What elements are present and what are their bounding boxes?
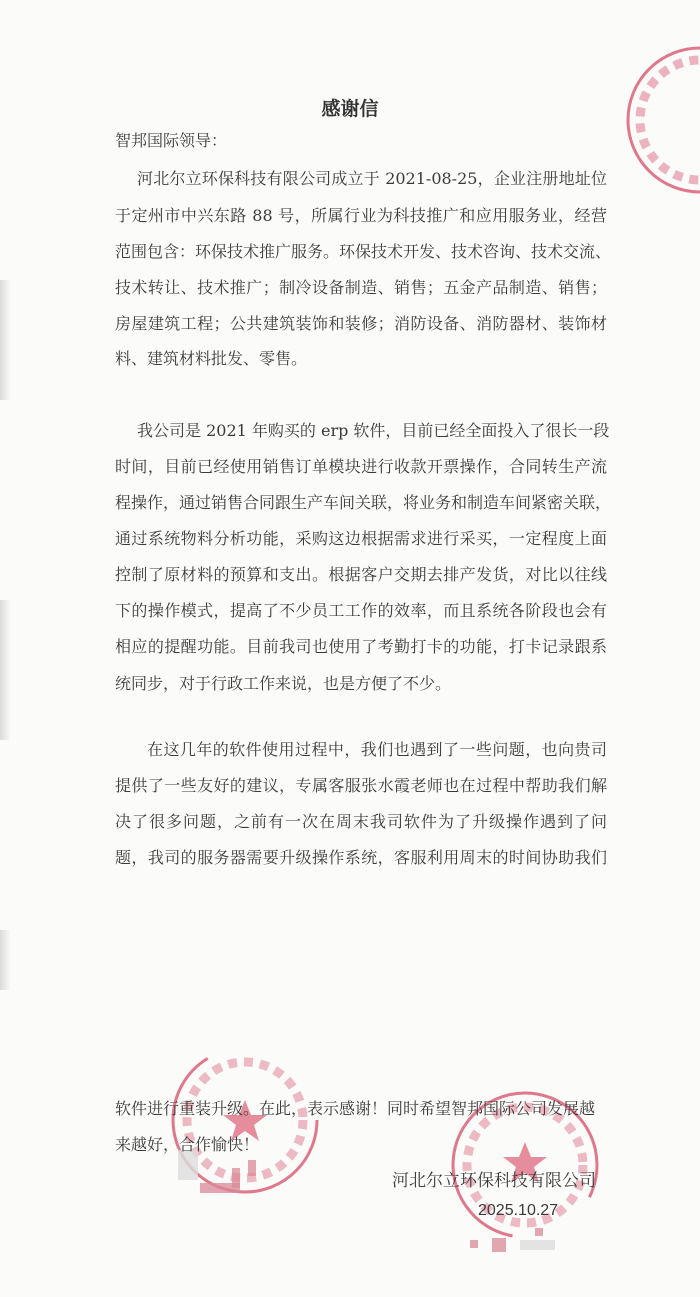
- text-line: 程操作，通过销售合同跟生产车间关联，将业务和制造车间紧密关联，: [115, 493, 612, 512]
- redacted-mark: [232, 1168, 240, 1188]
- text-line: 通过系统物料分析功能，采购这边根据需求进行采买，一定程度上面: [115, 529, 607, 548]
- redacted-mark: [535, 1228, 543, 1236]
- text-line: 题，我司的服务器需要升级操作系统，客服利用周末的时间协助我们: [115, 848, 607, 867]
- redacted-mark: [470, 1240, 478, 1248]
- text-line: 软件进行重装升级。在此，表示感谢！同时希望智邦国际公司发展越: [115, 1099, 596, 1118]
- text-line: 控制了原材料的预算和支出。根据客户交期去排产发货，对比以往线: [115, 565, 607, 584]
- text-line: 决了很多问题，之前有一次在周末我司软件为了升级操作遇到了问: [115, 812, 607, 831]
- text-line: 时间，目前已经使用销售订单模块进行收款开票操作，合同转生产流: [115, 457, 607, 476]
- redacted-mark: [248, 1160, 256, 1176]
- text-line: 房屋建筑工程；公共建筑装饰和装修；消防设备、消防器材、装饰材: [115, 314, 607, 333]
- text-line: 我公司是 2021 年购买的 erp 软件，目前已经全面投入了很长一段: [137, 421, 610, 440]
- scan-edge-shadow: [0, 930, 10, 990]
- letter-title: 感谢信: [321, 98, 379, 120]
- redacted-mark: [492, 1238, 506, 1252]
- text-line: 统同步，对于行政工作来说，也是方便了不少。: [115, 674, 452, 693]
- text-line: 于定州市中兴东路 88 号，所属行业为科技推广和应用服务业，经营: [115, 206, 607, 225]
- text-line: 在这几年的软件使用过程中，我们也遇到了一些问题，也向贵司: [147, 740, 607, 759]
- scan-edge-shadow: [0, 600, 10, 740]
- redacted-mark: [520, 1240, 555, 1250]
- text-line: 技术转让、技术推广；制冷设备制造、销售；五金产品制造、销售；: [115, 278, 607, 297]
- text-line: 相应的提醒功能。目前我司也使用了考勤打卡的功能，打卡记录跟系: [115, 637, 607, 656]
- signature-company: 河北尔立环保科技有限公司: [392, 1171, 596, 1191]
- scan-edge-shadow: [0, 280, 10, 400]
- text-line: 料、建筑材料批发、零售。: [115, 349, 308, 368]
- signature-date: 2025.10.27: [478, 1202, 559, 1219]
- text-line: 范围包含：环保技术推广服务。环保技术开发、技术咨询、技术交流、: [115, 242, 612, 261]
- text-line: 下的操作模式，提高了不少员工工作的效率，而且系统各阶段也会有: [115, 601, 607, 620]
- salutation: 智邦国际领导：: [115, 131, 228, 150]
- text-line: 提供了一些友好的建议，专属客服张水霞老师也在过程中帮助我们解: [115, 776, 607, 795]
- text-line: 河北尔立环保科技有限公司成立于 2021-08-25，企业注册地址位: [137, 169, 607, 188]
- text-line: 来越好，合作愉快！: [115, 1135, 260, 1154]
